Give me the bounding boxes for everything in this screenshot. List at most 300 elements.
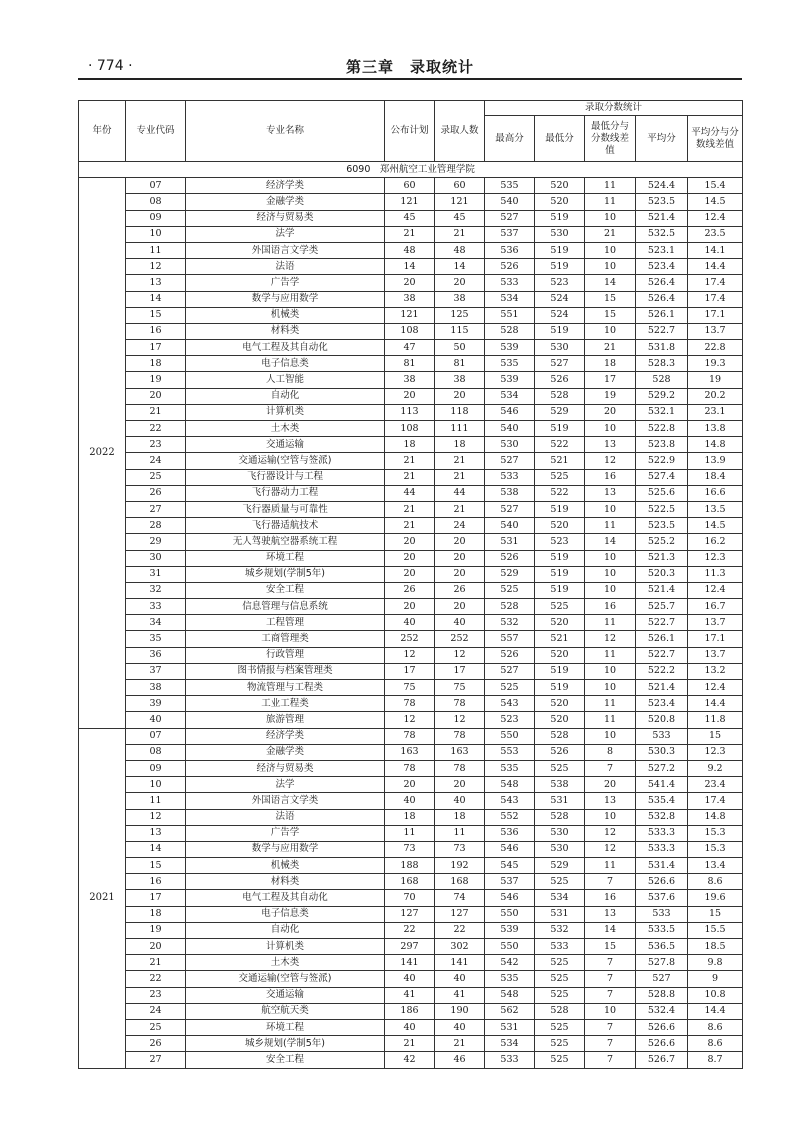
plan-cell: 40	[385, 793, 435, 809]
min-diff-cell: 20	[585, 404, 636, 420]
min-cell: 520	[535, 712, 585, 728]
avg-diff-cell: 8.6	[688, 874, 743, 890]
max-cell: 546	[485, 404, 535, 420]
name-cell: 法学	[186, 226, 385, 242]
min-cell: 525	[535, 955, 585, 971]
admitted-cell: 163	[435, 744, 485, 760]
code-cell: 37	[126, 663, 186, 679]
min-diff-cell: 11	[585, 194, 636, 210]
table-row	[79, 501, 743, 517]
avg-diff-cell: 13.4	[688, 858, 743, 874]
plan-cell: 78	[385, 696, 435, 712]
max-cell: 532	[485, 615, 535, 631]
min-cell: 528	[535, 728, 585, 744]
min-cell: 519	[535, 242, 585, 258]
name-cell: 环境工程	[186, 1019, 385, 1035]
min-diff-cell: 7	[585, 1052, 636, 1068]
min-diff-cell: 16	[585, 599, 636, 615]
code-cell: 18	[126, 356, 186, 372]
min-diff-cell: 19	[585, 388, 636, 404]
min-diff-cell: 10	[585, 242, 636, 258]
table-row	[79, 858, 743, 874]
plan-cell: 14	[385, 259, 435, 275]
max-cell: 546	[485, 841, 535, 857]
name-cell: 无人驾驶航空器系统工程	[186, 534, 385, 550]
max-cell: 529	[485, 566, 535, 582]
name-cell: 计算机类	[186, 404, 385, 420]
table-row	[79, 210, 743, 226]
code-cell: 08	[126, 744, 186, 760]
header-min: 最低分	[535, 116, 585, 162]
plan-cell: 75	[385, 680, 435, 696]
avg-cell: 526.7	[636, 1052, 688, 1068]
max-cell: 540	[485, 518, 535, 534]
code-cell: 10	[126, 226, 186, 242]
name-cell: 飞行器质量与可靠性	[186, 501, 385, 517]
avg-diff-cell: 14.1	[688, 242, 743, 258]
avg-cell: 524.4	[636, 178, 688, 194]
min-diff-cell: 7	[585, 971, 636, 987]
plan-cell: 21	[385, 226, 435, 242]
plan-cell: 40	[385, 971, 435, 987]
avg-cell: 523.4	[636, 696, 688, 712]
code-cell: 21	[126, 955, 186, 971]
table-row	[79, 793, 743, 809]
admitted-cell: 21	[435, 1036, 485, 1052]
name-cell: 飞行器动力工程	[186, 485, 385, 501]
admitted-cell: 11	[435, 825, 485, 841]
name-cell: 交通运输	[186, 437, 385, 453]
admitted-cell: 20	[435, 534, 485, 550]
avg-cell: 523.5	[636, 518, 688, 534]
table-row	[79, 388, 743, 404]
code-cell: 22	[126, 971, 186, 987]
min-cell: 521	[535, 453, 585, 469]
table-row	[79, 242, 743, 258]
admitted-cell: 26	[435, 582, 485, 598]
avg-diff-cell: 16.2	[688, 534, 743, 550]
min-cell: 525	[535, 469, 585, 485]
avg-diff-cell: 15	[688, 906, 743, 922]
name-cell: 城乡规划(学制5年)	[186, 566, 385, 582]
min-diff-cell: 10	[585, 501, 636, 517]
table-row	[79, 323, 743, 339]
table-row	[79, 631, 743, 647]
admitted-cell: 18	[435, 437, 485, 453]
code-cell: 12	[126, 809, 186, 825]
name-cell: 交通运输(空管与签派)	[186, 453, 385, 469]
header-stats-group: 录取分数统计	[485, 101, 743, 116]
avg-diff-cell: 17.4	[688, 291, 743, 307]
min-cell: 526	[535, 372, 585, 388]
avg-diff-cell: 14.4	[688, 259, 743, 275]
min-diff-cell: 7	[585, 955, 636, 971]
code-cell: 18	[126, 906, 186, 922]
avg-diff-cell: 15.3	[688, 841, 743, 857]
code-cell: 32	[126, 582, 186, 598]
name-cell: 金融学类	[186, 194, 385, 210]
name-cell: 计算机类	[186, 939, 385, 955]
table-row	[79, 469, 743, 485]
min-diff-cell: 18	[585, 356, 636, 372]
min-diff-cell: 12	[585, 825, 636, 841]
name-cell: 土木类	[186, 421, 385, 437]
name-cell: 电子信息类	[186, 356, 385, 372]
min-diff-cell: 13	[585, 485, 636, 501]
table-row	[79, 663, 743, 679]
avg-diff-cell: 17.4	[688, 793, 743, 809]
min-cell: 521	[535, 631, 585, 647]
min-cell: 523	[535, 534, 585, 550]
avg-cell: 526.4	[636, 291, 688, 307]
min-cell: 522	[535, 485, 585, 501]
avg-diff-cell: 15.3	[688, 825, 743, 841]
min-diff-cell: 13	[585, 906, 636, 922]
min-diff-cell: 21	[585, 340, 636, 356]
admitted-cell: 14	[435, 259, 485, 275]
avg-diff-cell: 15.5	[688, 922, 743, 938]
code-cell: 29	[126, 534, 186, 550]
max-cell: 526	[485, 647, 535, 663]
year-cell: 2021	[79, 728, 126, 1068]
avg-cell: 522.8	[636, 421, 688, 437]
plan-cell: 42	[385, 1052, 435, 1068]
avg-cell: 533.3	[636, 841, 688, 857]
table-row	[79, 987, 743, 1003]
name-cell: 机械类	[186, 858, 385, 874]
code-cell: 10	[126, 777, 186, 793]
max-cell: 562	[485, 1003, 535, 1019]
name-cell: 外国语言文学类	[186, 793, 385, 809]
avg-diff-cell: 9.8	[688, 955, 743, 971]
school-row	[79, 162, 743, 178]
max-cell: 539	[485, 922, 535, 938]
table-row	[79, 340, 743, 356]
plan-cell: 121	[385, 307, 435, 323]
max-cell: 552	[485, 809, 535, 825]
header-avg-diff: 平均分与分数线差值	[688, 116, 743, 162]
max-cell: 528	[485, 323, 535, 339]
min-cell: 523	[535, 275, 585, 291]
name-cell: 机械类	[186, 307, 385, 323]
page-number: · 774 ·	[88, 58, 133, 74]
code-cell: 07	[126, 728, 186, 744]
table-row	[79, 1003, 743, 1019]
min-diff-cell: 10	[585, 582, 636, 598]
avg-cell: 531.8	[636, 340, 688, 356]
min-diff-cell: 11	[585, 696, 636, 712]
name-cell: 金融学类	[186, 744, 385, 760]
admitted-cell: 20	[435, 777, 485, 793]
admitted-cell: 12	[435, 647, 485, 663]
table-row	[79, 939, 743, 955]
name-cell: 材料类	[186, 874, 385, 890]
code-cell: 27	[126, 1052, 186, 1068]
avg-cell: 528	[636, 372, 688, 388]
name-cell: 航空航天类	[186, 1003, 385, 1019]
min-diff-cell: 16	[585, 890, 636, 906]
min-diff-cell: 10	[585, 680, 636, 696]
table-row	[79, 550, 743, 566]
min-cell: 531	[535, 906, 585, 922]
avg-cell: 526.4	[636, 275, 688, 291]
min-cell: 526	[535, 744, 585, 760]
plan-cell: 20	[385, 777, 435, 793]
avg-cell: 522.7	[636, 323, 688, 339]
max-cell: 536	[485, 242, 535, 258]
table-row	[79, 356, 743, 372]
plan-cell: 127	[385, 906, 435, 922]
code-cell: 33	[126, 599, 186, 615]
min-diff-cell: 16	[585, 469, 636, 485]
plan-cell: 108	[385, 323, 435, 339]
plan-cell: 21	[385, 518, 435, 534]
min-diff-cell: 15	[585, 291, 636, 307]
admitted-cell: 78	[435, 760, 485, 776]
max-cell: 533	[485, 1052, 535, 1068]
min-diff-cell: 7	[585, 987, 636, 1003]
table-row	[79, 971, 743, 987]
table-row	[79, 534, 743, 550]
table-row	[79, 226, 743, 242]
plan-cell: 73	[385, 841, 435, 857]
avg-cell: 521.4	[636, 680, 688, 696]
admitted-cell: 302	[435, 939, 485, 955]
plan-cell: 252	[385, 631, 435, 647]
min-cell: 525	[535, 760, 585, 776]
table-row	[79, 1019, 743, 1035]
name-cell: 工程管理	[186, 615, 385, 631]
code-cell: 28	[126, 518, 186, 534]
avg-cell: 528.8	[636, 987, 688, 1003]
plan-cell: 18	[385, 437, 435, 453]
header-code: 专业代码	[126, 101, 186, 162]
max-cell: 535	[485, 971, 535, 987]
max-cell: 533	[485, 275, 535, 291]
min-diff-cell: 10	[585, 323, 636, 339]
avg-cell: 529.2	[636, 388, 688, 404]
min-diff-cell: 11	[585, 518, 636, 534]
min-diff-cell: 13	[585, 437, 636, 453]
plan-cell: 81	[385, 356, 435, 372]
name-cell: 电子信息类	[186, 906, 385, 922]
admitted-cell: 115	[435, 323, 485, 339]
code-cell: 15	[126, 858, 186, 874]
max-cell: 550	[485, 728, 535, 744]
plan-cell: 21	[385, 453, 435, 469]
min-diff-cell: 7	[585, 1019, 636, 1035]
min-cell: 519	[535, 259, 585, 275]
code-cell: 07	[126, 178, 186, 194]
code-cell: 34	[126, 615, 186, 631]
avg-diff-cell: 8.6	[688, 1036, 743, 1052]
avg-diff-cell: 12.4	[688, 582, 743, 598]
avg-diff-cell: 13.2	[688, 663, 743, 679]
admitted-cell: 22	[435, 922, 485, 938]
table-row	[79, 307, 743, 323]
max-cell: 548	[485, 777, 535, 793]
max-cell: 545	[485, 858, 535, 874]
avg-diff-cell: 17.4	[688, 275, 743, 291]
max-cell: 543	[485, 696, 535, 712]
min-diff-cell: 15	[585, 939, 636, 955]
min-diff-cell: 10	[585, 809, 636, 825]
name-cell: 工业工程类	[186, 696, 385, 712]
admitted-cell: 18	[435, 809, 485, 825]
name-cell: 广告学	[186, 825, 385, 841]
table-row	[79, 809, 743, 825]
min-cell: 525	[535, 1019, 585, 1035]
admitted-cell: 38	[435, 372, 485, 388]
plan-cell: 38	[385, 372, 435, 388]
avg-diff-cell: 12.3	[688, 550, 743, 566]
code-cell: 19	[126, 372, 186, 388]
code-cell: 25	[126, 1019, 186, 1035]
chapter-title: 第三章 录取统计	[345, 58, 474, 76]
plan-cell: 113	[385, 404, 435, 420]
admitted-cell: 78	[435, 696, 485, 712]
admitted-cell: 17	[435, 663, 485, 679]
max-cell: 535	[485, 356, 535, 372]
table-row	[79, 259, 743, 275]
max-cell: 550	[485, 906, 535, 922]
avg-cell: 522.7	[636, 647, 688, 663]
min-cell: 520	[535, 647, 585, 663]
avg-cell: 523.5	[636, 194, 688, 210]
avg-diff-cell: 15	[688, 728, 743, 744]
min-cell: 528	[535, 809, 585, 825]
code-cell: 36	[126, 647, 186, 663]
max-cell: 526	[485, 550, 535, 566]
admitted-cell: 44	[435, 485, 485, 501]
max-cell: 553	[485, 744, 535, 760]
max-cell: 557	[485, 631, 535, 647]
plan-cell: 21	[385, 469, 435, 485]
avg-diff-cell: 14.5	[688, 194, 743, 210]
max-cell: 551	[485, 307, 535, 323]
min-diff-cell: 14	[585, 922, 636, 938]
avg-diff-cell: 14.8	[688, 809, 743, 825]
max-cell: 538	[485, 485, 535, 501]
code-cell: 12	[126, 259, 186, 275]
header-year: 年份	[79, 101, 126, 162]
admitted-cell: 81	[435, 356, 485, 372]
avg-cell: 527.8	[636, 955, 688, 971]
min-diff-cell: 8	[585, 744, 636, 760]
avg-diff-cell: 23.5	[688, 226, 743, 242]
avg-cell: 526.1	[636, 307, 688, 323]
name-cell: 自动化	[186, 388, 385, 404]
name-cell: 自动化	[186, 922, 385, 938]
avg-cell: 532.5	[636, 226, 688, 242]
code-cell: 23	[126, 437, 186, 453]
plan-cell: 163	[385, 744, 435, 760]
max-cell: 540	[485, 194, 535, 210]
avg-diff-cell: 13.8	[688, 421, 743, 437]
avg-diff-cell: 12.4	[688, 210, 743, 226]
min-cell: 530	[535, 841, 585, 857]
min-diff-cell: 11	[585, 178, 636, 194]
min-cell: 533	[535, 939, 585, 955]
plan-cell: 41	[385, 987, 435, 1003]
avg-cell: 541.4	[636, 777, 688, 793]
plan-cell: 297	[385, 939, 435, 955]
avg-diff-cell: 10.8	[688, 987, 743, 1003]
avg-diff-cell: 19.6	[688, 890, 743, 906]
plan-cell: 26	[385, 582, 435, 598]
avg-cell: 533.3	[636, 825, 688, 841]
plan-cell: 18	[385, 809, 435, 825]
table-row	[79, 1052, 743, 1068]
admitted-cell: 121	[435, 194, 485, 210]
header-name: 专业名称	[186, 101, 385, 162]
code-cell: 15	[126, 307, 186, 323]
min-diff-cell: 7	[585, 874, 636, 890]
code-cell: 17	[126, 340, 186, 356]
name-cell: 环境工程	[186, 550, 385, 566]
min-diff-cell: 12	[585, 453, 636, 469]
avg-cell: 537.6	[636, 890, 688, 906]
avg-diff-cell: 15.4	[688, 178, 743, 194]
name-cell: 经济与贸易类	[186, 760, 385, 776]
table-row	[79, 421, 743, 437]
code-cell: 08	[126, 194, 186, 210]
name-cell: 数学与应用数学	[186, 841, 385, 857]
max-cell: 530	[485, 437, 535, 453]
avg-cell: 521.4	[636, 582, 688, 598]
avg-cell: 532.4	[636, 1003, 688, 1019]
avg-cell: 530.3	[636, 744, 688, 760]
min-cell: 519	[535, 566, 585, 582]
avg-diff-cell: 23.1	[688, 404, 743, 420]
name-cell: 广告学	[186, 275, 385, 291]
avg-cell: 527.2	[636, 760, 688, 776]
max-cell: 543	[485, 793, 535, 809]
min-cell: 528	[535, 388, 585, 404]
max-cell: 531	[485, 534, 535, 550]
name-cell: 飞行器适航技术	[186, 518, 385, 534]
admitted-cell: 20	[435, 275, 485, 291]
min-diff-cell: 12	[585, 841, 636, 857]
plan-cell: 70	[385, 890, 435, 906]
admitted-cell: 50	[435, 340, 485, 356]
code-cell: 13	[126, 825, 186, 841]
admitted-cell: 60	[435, 178, 485, 194]
header-plan: 公布计划	[385, 101, 435, 162]
code-cell: 35	[126, 631, 186, 647]
name-cell: 经济学类	[186, 178, 385, 194]
name-cell: 安全工程	[186, 1052, 385, 1068]
code-cell: 20	[126, 939, 186, 955]
admitted-cell: 192	[435, 858, 485, 874]
code-cell: 26	[126, 1036, 186, 1052]
avg-cell: 522.5	[636, 501, 688, 517]
avg-diff-cell: 9	[688, 971, 743, 987]
avg-diff-cell: 16.6	[688, 485, 743, 501]
max-cell: 539	[485, 372, 535, 388]
table-row	[79, 874, 743, 890]
code-cell: 11	[126, 793, 186, 809]
admitted-cell: 20	[435, 599, 485, 615]
max-cell: 525	[485, 582, 535, 598]
name-cell: 电气工程及其自动化	[186, 890, 385, 906]
plan-cell: 40	[385, 615, 435, 631]
table-row	[79, 906, 743, 922]
table-row	[79, 728, 743, 744]
plan-cell: 40	[385, 1019, 435, 1035]
code-cell: 24	[126, 1003, 186, 1019]
max-cell: 527	[485, 453, 535, 469]
